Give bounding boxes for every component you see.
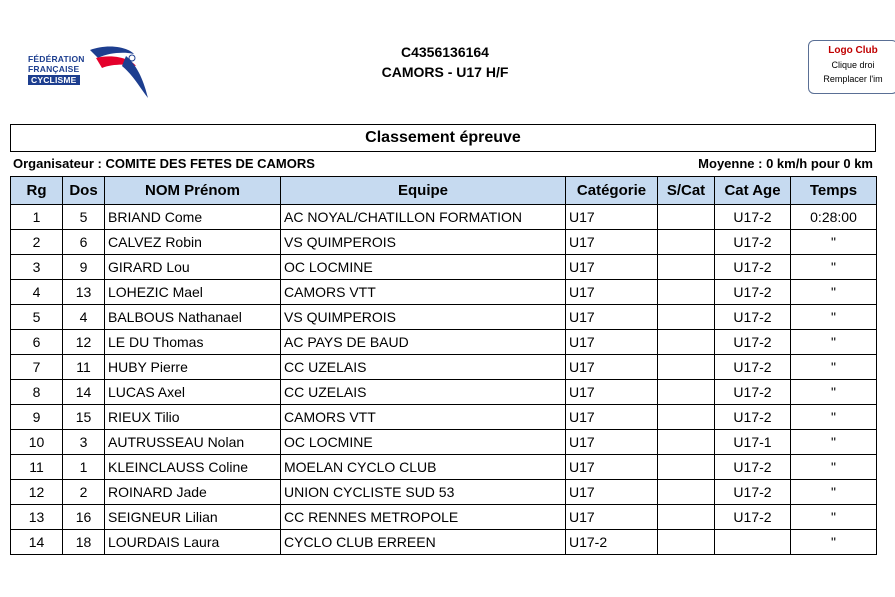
time-cell: " [791, 230, 877, 255]
rank-cell: 13 [11, 505, 63, 530]
subcategory-cell [658, 480, 715, 505]
bib-cell: 5 [63, 205, 105, 230]
subcategory-cell [658, 255, 715, 280]
subcategory-cell [658, 505, 715, 530]
federation-logo-text [28, 54, 85, 85]
age-category-cell: U17-2 [715, 480, 791, 505]
category-cell: U17 [566, 380, 658, 405]
age-category-cell: U17-2 [715, 205, 791, 230]
table-row [11, 205, 877, 230]
category-cell: U17 [566, 455, 658, 480]
table-row [11, 255, 877, 280]
team-cell: CC RENNES METROPOLE [281, 505, 566, 530]
time-cell: " [791, 280, 877, 305]
column-header: Dos [63, 177, 105, 205]
bib-cell: 3 [63, 430, 105, 455]
age-category-cell: U17-2 [715, 355, 791, 380]
table-row [11, 230, 877, 255]
bib-cell: 11 [63, 355, 105, 380]
category-cell: U17 [566, 305, 658, 330]
name-cell: GIRARD Lou [105, 255, 281, 280]
bib-cell: 15 [63, 405, 105, 430]
column-header: Rg [11, 177, 63, 205]
subcategory-cell [658, 530, 715, 555]
name-cell: HUBY Pierre [105, 355, 281, 380]
column-header: Catégorie [566, 177, 658, 205]
time-cell: " [791, 405, 877, 430]
category-cell: U17 [566, 430, 658, 455]
info-row [13, 156, 873, 171]
age-category-cell: U17-2 [715, 255, 791, 280]
bib-cell: 14 [63, 380, 105, 405]
team-cell: CYCLO CLUB ERREEN [281, 530, 566, 555]
category-cell: U17-2 [566, 530, 658, 555]
name-cell: SEIGNEUR Lilian [105, 505, 281, 530]
cyclist-swoosh-icon [86, 44, 152, 102]
rank-cell: 1 [11, 205, 63, 230]
rank-cell: 3 [11, 255, 63, 280]
federation-logo [24, 44, 152, 102]
column-header: NOM Prénom [105, 177, 281, 205]
ranking-title: Classement épreuve [10, 124, 876, 152]
organizer-label: Organisateur : COMITE DES FETES DE CAMORS [13, 156, 315, 171]
club-logo-hint2: Remplacer l'im [823, 74, 883, 84]
federation-logo-line1: FÉDÉRATION [28, 54, 85, 64]
table-row [11, 330, 877, 355]
club-logo-placeholder [808, 40, 895, 94]
name-cell: LOURDAIS Laura [105, 530, 281, 555]
time-cell: 0:28:00 [791, 205, 877, 230]
table-row [11, 455, 877, 480]
rank-cell: 4 [11, 280, 63, 305]
rank-cell: 11 [11, 455, 63, 480]
subcategory-cell [658, 330, 715, 355]
bib-cell: 18 [63, 530, 105, 555]
name-cell: BALBOUS Nathanael [105, 305, 281, 330]
time-cell: " [791, 380, 877, 405]
time-cell: " [791, 305, 877, 330]
bib-cell: 9 [63, 255, 105, 280]
team-cell: AC PAYS DE BAUD [281, 330, 566, 355]
results-table [10, 176, 877, 555]
team-cell: CC UZELAIS [281, 355, 566, 380]
average-speed: Moyenne : 0 km/h pour 0 km [698, 156, 873, 171]
team-cell: AC NOYAL/CHATILLON FORMATION [281, 205, 566, 230]
name-cell: LE DU Thomas [105, 330, 281, 355]
category-cell: U17 [566, 355, 658, 380]
time-cell: " [791, 355, 877, 380]
table-row [11, 305, 877, 330]
age-category-cell: U17-2 [715, 280, 791, 305]
category-cell: U17 [566, 405, 658, 430]
rank-cell: 2 [11, 230, 63, 255]
table-row [11, 355, 877, 380]
subcategory-cell [658, 355, 715, 380]
time-cell: " [791, 480, 877, 505]
federation-logo-line3: CYCLISME [28, 75, 80, 85]
table-row [11, 430, 877, 455]
bib-cell: 12 [63, 330, 105, 355]
rank-cell: 12 [11, 480, 63, 505]
team-cell: VS QUIMPEROIS [281, 230, 566, 255]
rank-cell: 8 [11, 380, 63, 405]
event-name: CAMORS - U17 H/F [381, 64, 509, 80]
team-cell: MOELAN CYCLO CLUB [281, 455, 566, 480]
team-cell: VS QUIMPEROIS [281, 305, 566, 330]
subcategory-cell [658, 430, 715, 455]
name-cell: RIEUX Tilio [105, 405, 281, 430]
name-cell: LUCAS Axel [105, 380, 281, 405]
rank-cell: 10 [11, 430, 63, 455]
subcategory-cell [658, 230, 715, 255]
table-header-row [11, 177, 877, 205]
federation-logo-line2: FRANÇAISE [28, 64, 80, 74]
subcategory-cell [658, 380, 715, 405]
category-cell: U17 [566, 280, 658, 305]
column-header: Temps [791, 177, 877, 205]
time-cell: " [791, 430, 877, 455]
bib-cell: 6 [63, 230, 105, 255]
category-cell: U17 [566, 205, 658, 230]
rank-cell: 9 [11, 405, 63, 430]
column-header: Equipe [281, 177, 566, 205]
category-cell: U17 [566, 255, 658, 280]
age-category-cell: U17-2 [715, 305, 791, 330]
time-cell: " [791, 455, 877, 480]
age-category-cell: U17-1 [715, 430, 791, 455]
bib-cell: 2 [63, 480, 105, 505]
name-cell: AUTRUSSEAU Nolan [105, 430, 281, 455]
subcategory-cell [658, 280, 715, 305]
age-category-cell [715, 530, 791, 555]
subcategory-cell [658, 205, 715, 230]
time-cell: " [791, 255, 877, 280]
race-code: C4356136164 [401, 44, 489, 60]
time-cell: " [791, 530, 877, 555]
subcategory-cell [658, 305, 715, 330]
table-row [11, 380, 877, 405]
rank-cell: 5 [11, 305, 63, 330]
name-cell: CALVEZ Robin [105, 230, 281, 255]
table-row [11, 280, 877, 305]
team-cell: CAMORS VTT [281, 280, 566, 305]
bib-cell: 13 [63, 280, 105, 305]
table-row [11, 505, 877, 530]
name-cell: ROINARD Jade [105, 480, 281, 505]
subcategory-cell [658, 455, 715, 480]
category-cell: U17 [566, 230, 658, 255]
age-category-cell: U17-2 [715, 230, 791, 255]
subcategory-cell [658, 405, 715, 430]
age-category-cell: U17-2 [715, 330, 791, 355]
age-category-cell: U17-2 [715, 505, 791, 530]
time-cell: " [791, 330, 877, 355]
name-cell: BRIAND Come [105, 205, 281, 230]
table-body [11, 205, 877, 555]
team-cell: OC LOCMINE [281, 255, 566, 280]
rank-cell: 6 [11, 330, 63, 355]
age-category-cell: U17-2 [715, 455, 791, 480]
category-cell: U17 [566, 505, 658, 530]
category-cell: U17 [566, 480, 658, 505]
name-cell: KLEINCLAUSS Coline [105, 455, 281, 480]
age-category-cell: U17-2 [715, 405, 791, 430]
age-category-cell: U17-2 [715, 380, 791, 405]
team-cell: CAMORS VTT [281, 405, 566, 430]
rank-cell: 7 [11, 355, 63, 380]
table-row [11, 530, 877, 555]
document-header [300, 42, 590, 82]
table-row [11, 480, 877, 505]
category-cell: U17 [566, 330, 658, 355]
table-row [11, 405, 877, 430]
bib-cell: 16 [63, 505, 105, 530]
club-logo-hint1: Clique droi [831, 60, 875, 70]
column-header: S/Cat [658, 177, 715, 205]
club-logo-title: Logo Club [828, 45, 878, 56]
bib-cell: 1 [63, 455, 105, 480]
rank-cell: 14 [11, 530, 63, 555]
team-cell: OC LOCMINE [281, 430, 566, 455]
time-cell: " [791, 505, 877, 530]
bib-cell: 4 [63, 305, 105, 330]
team-cell: CC UZELAIS [281, 380, 566, 405]
team-cell: UNION CYCLISTE SUD 53 [281, 480, 566, 505]
column-header: Cat Age [715, 177, 791, 205]
name-cell: LOHEZIC Mael [105, 280, 281, 305]
